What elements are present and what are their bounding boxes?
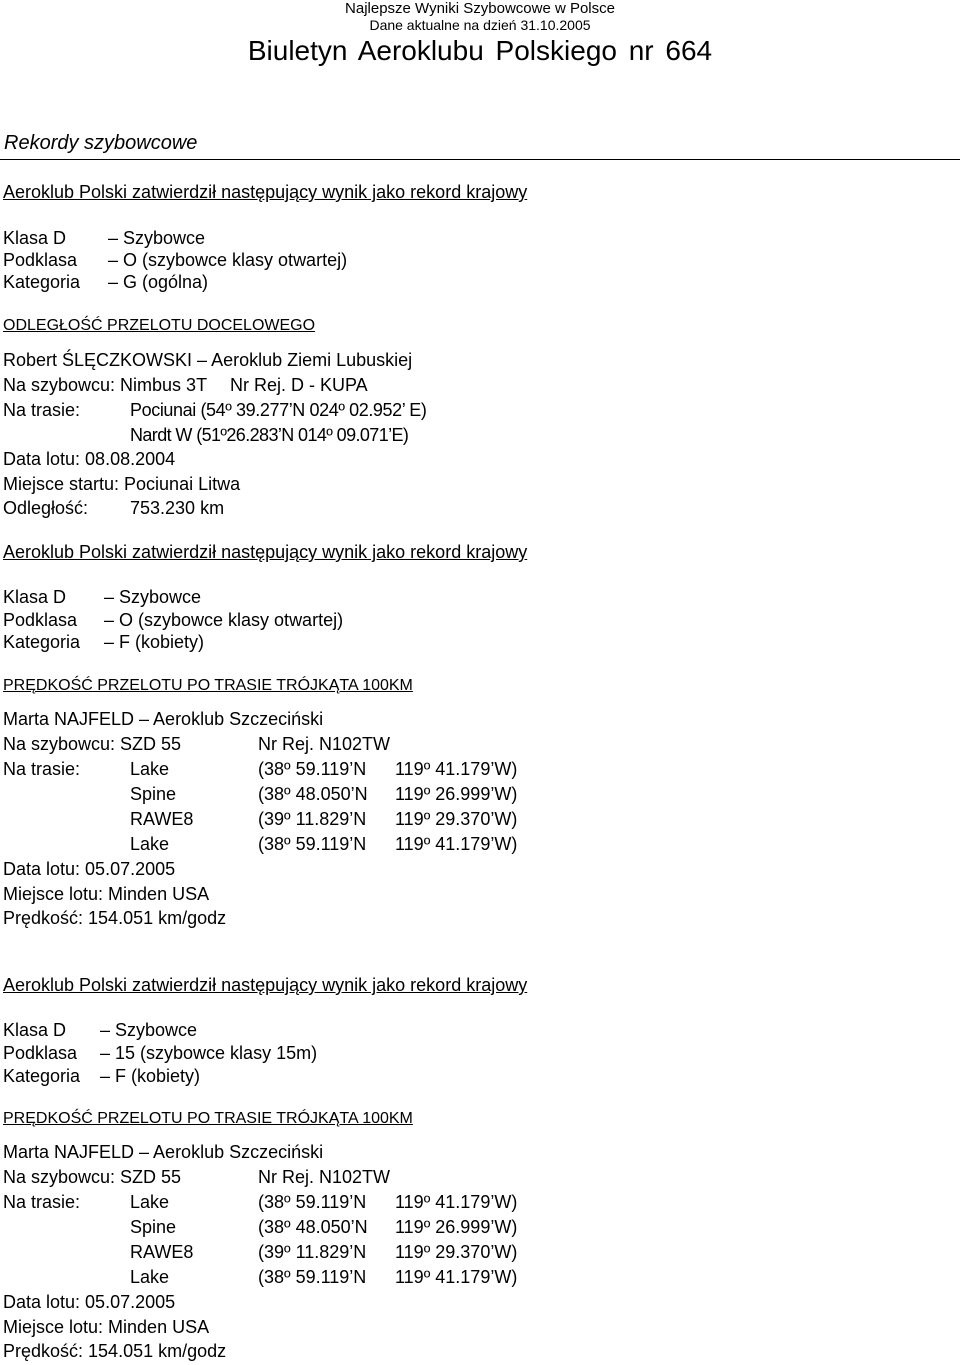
waypoint-name: Spine [130,784,177,804]
record-type: PRĘDKOŚĆ PRZELOTU PO TRASIE TRÓJKĄTA 100KM [3,677,413,694]
route-row [3,832,953,857]
flight-date: Data lotu: 05.07.2005 [3,859,176,879]
glider-label: Na szybowcu: SZD 55 [3,734,182,754]
route-point: Nardt W (51º26.283’N 014º 09.071’E) [130,425,409,445]
result-value: 753.230 km [130,498,225,518]
waypoint-lon: 119º 29.370’W) [395,809,518,829]
data-date-line: Dane aktualne na dzień 31.10.2005 [369,17,591,33]
subclass-label: Podklasa [3,1043,78,1063]
pilot-line: Marta NAJFELD – Aeroklub Szczeciński [3,1142,324,1162]
section-header [0,130,960,160]
waypoint-lat: (39º 11.829’N [258,809,367,829]
subclass-value: – O (szybowce klasy otwartej) [104,610,344,630]
bulletin-title: Biuletyn Aeroklubu Polskiego nr 664 [247,35,713,66]
registration: Nr Rej. D - KUPA [230,375,368,395]
route-row [3,782,953,807]
flight-date: Data lotu: 05.07.2005 [3,1292,176,1312]
waypoint-name: Lake [130,1267,170,1287]
record-intro: Aeroklub Polski zatwierdził następujący wynik jako rekord krajowy [3,975,528,995]
pilot-line: Marta NAJFELD – Aeroklub Szczeciński [3,709,324,729]
waypoint-name: Lake [130,834,170,854]
class-value: – Szybowce [108,228,206,248]
waypoint-lon: 119º 41.179’W) [395,1192,518,1212]
waypoint-lat: (38º 59.119’N [258,1267,367,1287]
flight-date: Data lotu: 08.08.2004 [3,449,176,469]
waypoint-lat: (38º 48.050’N [258,784,368,804]
waypoint-lat: (39º 11.829’N [258,1242,367,1262]
class-value: – Szybowce [100,1020,198,1040]
class-label: Klasa D [3,587,67,607]
waypoint-lat: (38º 48.050’N [258,1217,368,1237]
record-type: PRĘDKOŚĆ PRZELOTU PO TRASIE TRÓJKĄTA 100KM [3,1110,413,1127]
category-label: Kategoria [3,1066,81,1086]
flight-place: Miejsce lotu: Minden USA [3,884,210,904]
waypoint-name: RAWE8 [130,1242,194,1262]
subclass-label: Podklasa [3,610,78,630]
record-intro: Aeroklub Polski zatwierdził następujący wynik jako rekord krajowy [3,542,528,562]
registration: Nr Rej. N102TW [258,1167,391,1187]
result-line: Prędkość: 154.051 km/godz [3,908,227,928]
waypoint-lat: (38º 59.119’N [258,759,367,779]
category-label: Kategoria [3,632,81,652]
waypoint-lon: 119º 41.179’W) [395,759,518,779]
route-row [3,1240,953,1265]
route-point: Pociunai (54º 39.277’N 024º 02.952’ E) [130,400,427,420]
route-row [3,1190,953,1215]
waypoint-lon: 119º 26.999’W) [395,784,518,804]
waypoint-lat: (38º 59.119’N [258,834,367,854]
waypoint-name: RAWE8 [130,809,194,829]
start-place: Miejsce startu: Pociunai Litwa [3,474,241,494]
route-label: Na trasie: [3,400,81,420]
result-label: Odległość: [3,498,89,518]
waypoint-name: Spine [130,1217,177,1237]
category-value: – F (kobiety) [100,1066,201,1086]
route-row [3,807,953,832]
registration: Nr Rej. N102TW [258,734,391,754]
document-header-line: Najlepsze Wyniki Szybowcowe w Polsce [345,0,615,17]
waypoint-lon: 119º 26.999’W) [395,1217,518,1237]
waypoint-name: Lake [130,1192,170,1212]
subclass-value: – 15 (szybowce klasy 15m) [100,1043,318,1063]
flight-place: Miejsce lotu: Minden USA [3,1317,210,1337]
class-value: – Szybowce [104,587,202,607]
waypoint-name: Lake [130,759,170,779]
route-row [3,1265,953,1290]
record-type: ODLEGŁOŚĆ PRZELOTU DOCELOWEGO [3,317,316,334]
category-value: – G (ogólna) [108,272,209,292]
route-row [3,1215,953,1240]
route-row [3,757,953,782]
result-line: Prędkość: 154.051 km/godz [3,1341,227,1361]
waypoint-lon: 119º 29.370’W) [395,1242,518,1262]
record-intro: Aeroklub Polski zatwierdził następujący wynik jako rekord krajowy [3,182,528,202]
category-value: – F (kobiety) [104,632,205,652]
pilot-line: Robert ŚLĘCZKOWSKI – Aeroklub Ziemi Lubuskiej [3,350,413,370]
waypoint-lon: 119º 41.179’W) [395,834,518,854]
subclass-value: – O (szybowce klasy otwartej) [108,250,348,270]
subclass-label: Podklasa [3,250,78,270]
section-title: Rekordy szybowcowe [4,132,198,154]
glider-label: Na szybowcu: SZD 55 [3,1167,182,1187]
route-label: Na trasie: [3,759,81,779]
class-label: Klasa D [3,1020,67,1040]
category-label: Kategoria [3,272,81,292]
route-label: Na trasie: [3,1192,81,1212]
glider-label: Na szybowcu: Nimbus 3T [3,375,208,395]
waypoint-lon: 119º 41.179’W) [395,1267,518,1287]
class-label: Klasa D [3,228,67,248]
waypoint-lat: (38º 59.119’N [258,1192,367,1212]
